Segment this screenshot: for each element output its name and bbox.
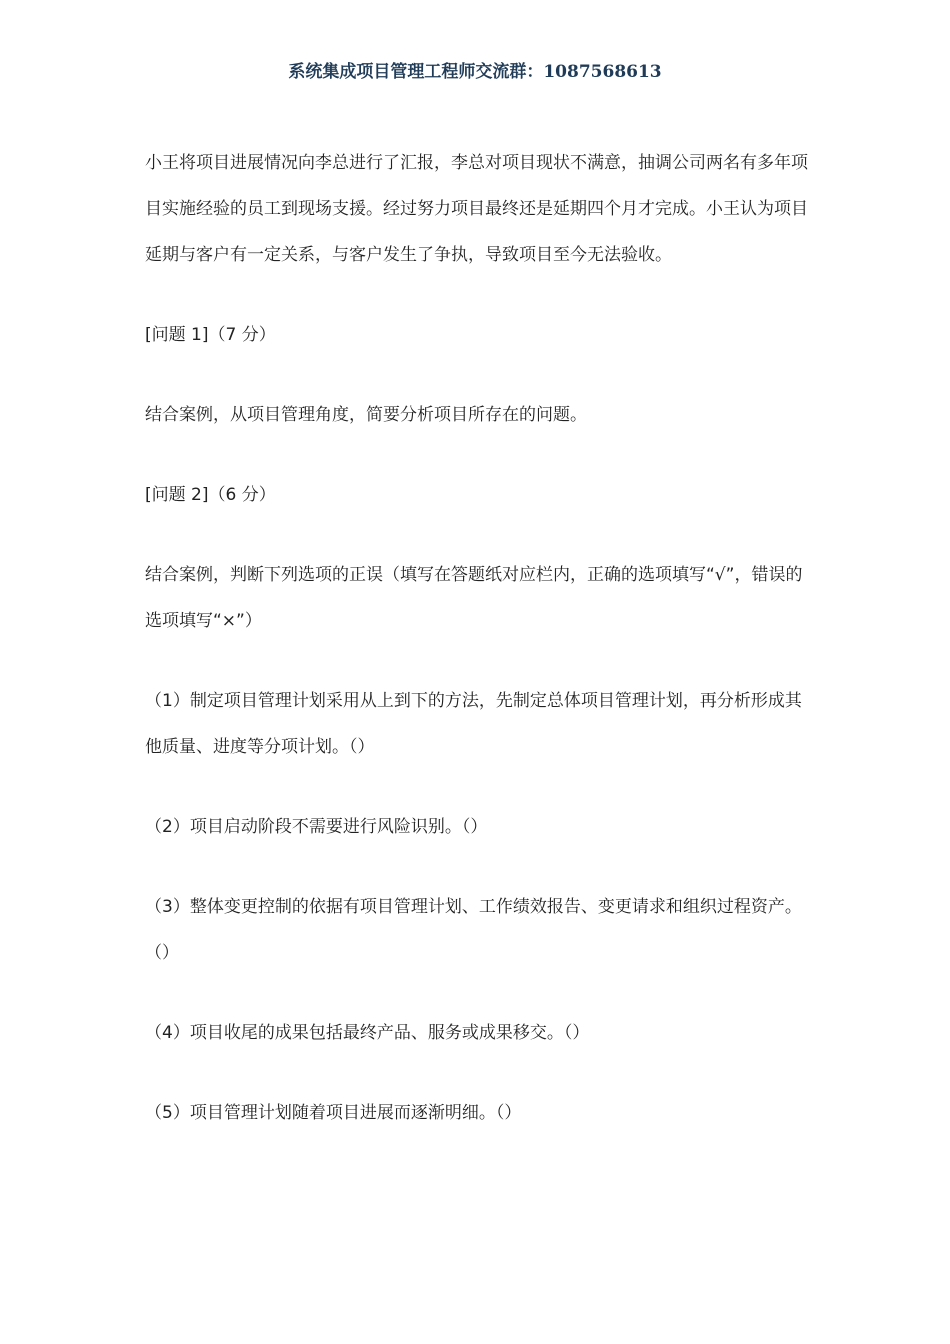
spacer — [145, 976, 809, 1010]
intro-paragraph: 小王将项目进展情况向李总进行了汇报，李总对项目现状不满意，抽调公司两名有多年项目实施经验的员工到现场支援。经过努力项目最终还是延期四个月才完成。小王认为项目延期与客户有一定关系，与客户发生了争执，导致项目至今无法验收。 — [145, 153, 808, 265]
question-2-heading: [问题 2]（6 分） — [145, 485, 276, 505]
judgement-item-3: （3）整体变更控制的依据有项目管理计划、工作绩效报告、变更请求和组织过程资产。（） — [145, 897, 802, 963]
judgement-item-1: （1）制定项目管理计划采用从上到下的方法，先制定总体项目管理计划，再分析形成其他质量、进度等分项计划。（） — [145, 691, 802, 757]
judgement-item-4: （4）项目收尾的成果包括最终产品、服务或成果移交。（） — [145, 1023, 590, 1043]
spacer — [145, 850, 809, 884]
spacer — [145, 518, 809, 552]
spacer — [145, 1056, 809, 1090]
judgement-item-5: （5）项目管理计划随着项目进展而逐渐明细。（） — [145, 1103, 522, 1123]
document-body — [145, 140, 809, 1136]
spacer — [145, 644, 809, 678]
judgement-item-2: （2）项目启动阶段不需要进行风险识别。（） — [145, 817, 488, 837]
question-2-text: 结合案例，判断下列选项的正误（填写在答题纸对应栏内，正确的选项填写“√”，错误的选项填写“×”） — [145, 565, 803, 631]
question-1-text: 结合案例，从项目管理角度，简要分析项目所存在的问题。 — [145, 405, 587, 425]
spacer — [145, 278, 809, 312]
spacer — [145, 438, 809, 472]
page-header-title: 系统集成项目管理工程师交流群：1087568613 — [288, 62, 662, 82]
question-1-heading: [问题 1]（7 分） — [145, 325, 276, 345]
spacer — [145, 770, 809, 804]
spacer — [145, 358, 809, 392]
